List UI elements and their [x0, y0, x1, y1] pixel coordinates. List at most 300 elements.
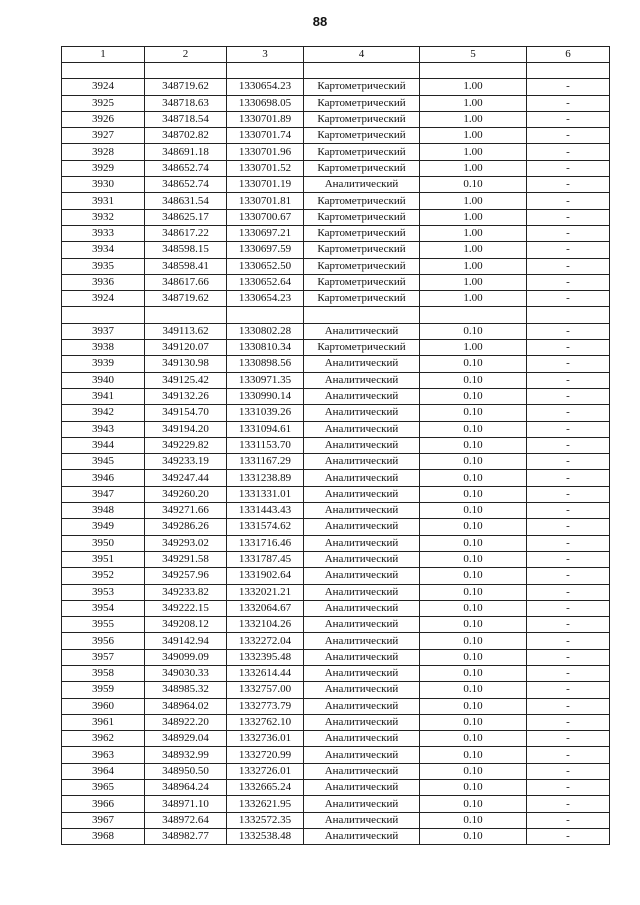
y-coordinate-cell: 1332762.10: [227, 714, 304, 730]
point-number-cell: 3949: [62, 519, 145, 535]
x-coordinate-cell: 349130.98: [145, 356, 227, 372]
x-coordinate-cell: 348950.50: [145, 763, 227, 779]
note-cell: -: [527, 340, 610, 356]
x-coordinate-cell: 349154.70: [145, 405, 227, 421]
y-coordinate-cell: 1330701.89: [227, 111, 304, 127]
y-coordinate-cell: 1330898.56: [227, 356, 304, 372]
accuracy-cell: 0.10: [420, 796, 527, 812]
point-number-cell: 3967: [62, 812, 145, 828]
note-cell: -: [527, 731, 610, 747]
y-coordinate-cell: 1331167.29: [227, 454, 304, 470]
accuracy-cell: 1.00: [420, 291, 527, 307]
note-cell: -: [527, 95, 610, 111]
accuracy-cell: [420, 63, 527, 79]
method-cell: Картометрический: [304, 95, 420, 111]
method-cell: Аналитический: [304, 405, 420, 421]
accuracy-cell: 0.10: [420, 437, 527, 453]
point-number-cell: 3962: [62, 731, 145, 747]
point-number-cell: 3931: [62, 193, 145, 209]
accuracy-cell: 0.10: [420, 763, 527, 779]
table-row: [62, 633, 610, 649]
method-cell: Картометрический: [304, 79, 420, 95]
method-cell: Аналитический: [304, 470, 420, 486]
x-coordinate-cell: 349229.82: [145, 437, 227, 453]
accuracy-cell: 0.10: [420, 828, 527, 844]
point-number-cell: 3946: [62, 470, 145, 486]
y-coordinate-cell: 1331238.89: [227, 470, 304, 486]
method-cell: Аналитический: [304, 568, 420, 584]
table-row: [62, 209, 610, 225]
note-cell: -: [527, 519, 610, 535]
x-coordinate-cell: 349260.20: [145, 486, 227, 502]
y-coordinate-cell: 1332726.01: [227, 763, 304, 779]
method-cell: Картометрический: [304, 340, 420, 356]
method-cell: Аналитический: [304, 372, 420, 388]
y-coordinate-cell: 1331716.46: [227, 535, 304, 551]
y-coordinate-cell: 1332104.26: [227, 617, 304, 633]
point-number-cell: [62, 63, 145, 79]
note-cell: -: [527, 796, 610, 812]
note-cell: -: [527, 812, 610, 828]
table-row: [62, 63, 610, 79]
note-cell: [527, 307, 610, 323]
table-row: [62, 242, 610, 258]
note-cell: -: [527, 79, 610, 95]
point-number-cell: 3944: [62, 437, 145, 453]
y-coordinate-cell: 1332572.35: [227, 812, 304, 828]
y-coordinate-cell: 1330701.74: [227, 128, 304, 144]
table-row: [62, 649, 610, 665]
note-cell: -: [527, 780, 610, 796]
x-coordinate-cell: 349030.33: [145, 665, 227, 681]
table-row: [62, 193, 610, 209]
x-coordinate-cell: 348964.24: [145, 780, 227, 796]
x-coordinate-cell: 349233.19: [145, 454, 227, 470]
x-coordinate-cell: 348971.10: [145, 796, 227, 812]
method-cell: Аналитический: [304, 714, 420, 730]
x-coordinate-cell: 348702.82: [145, 128, 227, 144]
y-coordinate-cell: 1332720.99: [227, 747, 304, 763]
note-cell: -: [527, 388, 610, 404]
accuracy-cell: 0.10: [420, 780, 527, 796]
x-coordinate-cell: 349291.58: [145, 551, 227, 567]
point-number-cell: 3932: [62, 209, 145, 225]
y-coordinate-cell: 1330698.05: [227, 95, 304, 111]
method-cell: Аналитический: [304, 323, 420, 339]
table-row: [62, 405, 610, 421]
accuracy-cell: 1.00: [420, 225, 527, 241]
method-cell: Аналитический: [304, 747, 420, 763]
y-coordinate-cell: 1331574.62: [227, 519, 304, 535]
table-row: [62, 258, 610, 274]
accuracy-cell: 0.10: [420, 747, 527, 763]
note-cell: -: [527, 111, 610, 127]
note-cell: -: [527, 747, 610, 763]
table-row: [62, 503, 610, 519]
x-coordinate-cell: 348964.02: [145, 698, 227, 714]
accuracy-cell: 0.10: [420, 177, 527, 193]
table-row: [62, 747, 610, 763]
x-coordinate-cell: 349142.94: [145, 633, 227, 649]
point-number-cell: 3955: [62, 617, 145, 633]
y-coordinate-cell: 1330654.23: [227, 79, 304, 95]
note-cell: -: [527, 551, 610, 567]
y-coordinate-cell: 1330701.96: [227, 144, 304, 160]
point-number-cell: 3941: [62, 388, 145, 404]
accuracy-cell: 1.00: [420, 340, 527, 356]
x-coordinate-cell: 349113.62: [145, 323, 227, 339]
coordinates-table: [61, 46, 610, 845]
method-cell: Картометрический: [304, 111, 420, 127]
x-coordinate-cell: 348719.62: [145, 291, 227, 307]
table-row: [62, 698, 610, 714]
note-cell: -: [527, 160, 610, 176]
header-row: [62, 47, 610, 63]
method-cell: Аналитический: [304, 763, 420, 779]
accuracy-cell: 1.00: [420, 144, 527, 160]
x-coordinate-cell: 348652.74: [145, 160, 227, 176]
accuracy-cell: 1.00: [420, 160, 527, 176]
y-coordinate-cell: 1330971.35: [227, 372, 304, 388]
table-body: [62, 63, 610, 845]
point-number-cell: 3928: [62, 144, 145, 160]
y-coordinate-cell: 1332064.67: [227, 600, 304, 616]
accuracy-cell: 0.10: [420, 600, 527, 616]
method-cell: [304, 307, 420, 323]
note-cell: -: [527, 714, 610, 730]
method-cell: Аналитический: [304, 421, 420, 437]
column-header: 5: [420, 47, 527, 63]
x-coordinate-cell: 349208.12: [145, 617, 227, 633]
accuracy-cell: 0.10: [420, 454, 527, 470]
table-row: [62, 95, 610, 111]
method-cell: Картометрический: [304, 193, 420, 209]
accuracy-cell: 0.10: [420, 617, 527, 633]
point-number-cell: 3927: [62, 128, 145, 144]
note-cell: -: [527, 633, 610, 649]
accuracy-cell: 0.10: [420, 551, 527, 567]
accuracy-cell: 0.10: [420, 323, 527, 339]
y-coordinate-cell: 1330802.28: [227, 323, 304, 339]
point-number-cell: 3957: [62, 649, 145, 665]
y-coordinate-cell: 1331331.01: [227, 486, 304, 502]
x-coordinate-cell: 348932.99: [145, 747, 227, 763]
x-coordinate-cell: 349194.20: [145, 421, 227, 437]
table-row: [62, 828, 610, 844]
table-row: [62, 372, 610, 388]
point-number-cell: 3929: [62, 160, 145, 176]
y-coordinate-cell: 1332395.48: [227, 649, 304, 665]
accuracy-cell: 0.10: [420, 535, 527, 551]
point-number-cell: 3960: [62, 698, 145, 714]
method-cell: Картометрический: [304, 209, 420, 225]
method-cell: Аналитический: [304, 600, 420, 616]
x-coordinate-cell: 348617.66: [145, 274, 227, 290]
method-cell: Аналитический: [304, 177, 420, 193]
accuracy-cell: 1.00: [420, 79, 527, 95]
point-number-cell: 3956: [62, 633, 145, 649]
note-cell: -: [527, 665, 610, 681]
y-coordinate-cell: 1330654.23: [227, 291, 304, 307]
note-cell: -: [527, 617, 610, 633]
point-number-cell: 3954: [62, 600, 145, 616]
table-row: [62, 665, 610, 681]
table-row: [62, 307, 610, 323]
table-row: [62, 731, 610, 747]
table-row: [62, 519, 610, 535]
note-cell: -: [527, 486, 610, 502]
method-cell: Аналитический: [304, 454, 420, 470]
method-cell: Аналитический: [304, 584, 420, 600]
x-coordinate-cell: 348718.63: [145, 95, 227, 111]
y-coordinate-cell: [227, 63, 304, 79]
table-row: [62, 291, 610, 307]
point-number-cell: 3924: [62, 79, 145, 95]
x-coordinate-cell: 349222.15: [145, 600, 227, 616]
note-cell: -: [527, 258, 610, 274]
note-cell: -: [527, 828, 610, 844]
note-cell: -: [527, 421, 610, 437]
table-row: [62, 421, 610, 437]
point-number-cell: 3950: [62, 535, 145, 551]
point-number-cell: 3930: [62, 177, 145, 193]
method-cell: Картометрический: [304, 242, 420, 258]
y-coordinate-cell: 1332773.79: [227, 698, 304, 714]
y-coordinate-cell: 1330652.64: [227, 274, 304, 290]
x-coordinate-cell: 348718.54: [145, 111, 227, 127]
method-cell: Аналитический: [304, 503, 420, 519]
note-cell: -: [527, 454, 610, 470]
method-cell: Аналитический: [304, 812, 420, 828]
method-cell: Картометрический: [304, 160, 420, 176]
point-number-cell: 3935: [62, 258, 145, 274]
x-coordinate-cell: 348719.62: [145, 79, 227, 95]
y-coordinate-cell: 1332021.21: [227, 584, 304, 600]
point-number-cell: 3937: [62, 323, 145, 339]
x-coordinate-cell: 348625.17: [145, 209, 227, 225]
x-coordinate-cell: 348982.77: [145, 828, 227, 844]
y-coordinate-cell: 1331902.64: [227, 568, 304, 584]
method-cell: Аналитический: [304, 535, 420, 551]
point-number-cell: 3945: [62, 454, 145, 470]
table-header: [62, 47, 610, 63]
table-row: [62, 584, 610, 600]
method-cell: [304, 63, 420, 79]
method-cell: Аналитический: [304, 780, 420, 796]
table-row: [62, 340, 610, 356]
method-cell: Картометрический: [304, 258, 420, 274]
table-row: [62, 682, 610, 698]
point-number-cell: 3926: [62, 111, 145, 127]
y-coordinate-cell: 1330701.19: [227, 177, 304, 193]
point-number-cell: 3959: [62, 682, 145, 698]
table-row: [62, 470, 610, 486]
y-coordinate-cell: 1332614.44: [227, 665, 304, 681]
method-cell: Аналитический: [304, 665, 420, 681]
accuracy-cell: 1.00: [420, 111, 527, 127]
table-row: [62, 225, 610, 241]
accuracy-cell: 1.00: [420, 258, 527, 274]
x-coordinate-cell: 349293.02: [145, 535, 227, 551]
y-coordinate-cell: 1332736.01: [227, 731, 304, 747]
table-row: [62, 617, 610, 633]
accuracy-cell: 0.10: [420, 649, 527, 665]
x-coordinate-cell: 348652.74: [145, 177, 227, 193]
y-coordinate-cell: 1332757.00: [227, 682, 304, 698]
note-cell: -: [527, 503, 610, 519]
x-coordinate-cell: 349271.66: [145, 503, 227, 519]
point-number-cell: 3934: [62, 242, 145, 258]
y-coordinate-cell: 1331443.43: [227, 503, 304, 519]
point-number-cell: 3965: [62, 780, 145, 796]
table-row: [62, 568, 610, 584]
point-number-cell: 3951: [62, 551, 145, 567]
accuracy-cell: 0.10: [420, 584, 527, 600]
point-number-cell: 3968: [62, 828, 145, 844]
table-row: [62, 177, 610, 193]
table-row: [62, 796, 610, 812]
table-row: [62, 388, 610, 404]
table-row: [62, 437, 610, 453]
point-number-cell: [62, 307, 145, 323]
accuracy-cell: 0.10: [420, 372, 527, 388]
y-coordinate-cell: 1330697.59: [227, 242, 304, 258]
y-coordinate-cell: 1330700.67: [227, 209, 304, 225]
page-number: 88: [312, 14, 328, 29]
point-number-cell: 3943: [62, 421, 145, 437]
method-cell: Аналитический: [304, 437, 420, 453]
x-coordinate-cell: 348617.22: [145, 225, 227, 241]
y-coordinate-cell: 1332272.04: [227, 633, 304, 649]
column-header: 1: [62, 47, 145, 63]
accuracy-cell: 0.10: [420, 698, 527, 714]
y-coordinate-cell: 1331153.70: [227, 437, 304, 453]
x-coordinate-cell: 348929.04: [145, 731, 227, 747]
point-number-cell: 3964: [62, 763, 145, 779]
accuracy-cell: 0.10: [420, 388, 527, 404]
table-row: [62, 160, 610, 176]
point-number-cell: 3966: [62, 796, 145, 812]
note-cell: -: [527, 698, 610, 714]
table-row: [62, 356, 610, 372]
x-coordinate-cell: 348598.41: [145, 258, 227, 274]
note-cell: -: [527, 437, 610, 453]
x-coordinate-cell: 348922.20: [145, 714, 227, 730]
column-header: 6: [527, 47, 610, 63]
point-number-cell: 3947: [62, 486, 145, 502]
point-number-cell: 3940: [62, 372, 145, 388]
y-coordinate-cell: [227, 307, 304, 323]
x-coordinate-cell: 348985.32: [145, 682, 227, 698]
point-number-cell: 3939: [62, 356, 145, 372]
table-row: [62, 600, 610, 616]
note-cell: [527, 63, 610, 79]
point-number-cell: 3942: [62, 405, 145, 421]
y-coordinate-cell: 1332538.48: [227, 828, 304, 844]
accuracy-cell: 0.10: [420, 665, 527, 681]
method-cell: Аналитический: [304, 796, 420, 812]
accuracy-cell: 1.00: [420, 274, 527, 290]
table-row: [62, 274, 610, 290]
accuracy-cell: 1.00: [420, 95, 527, 111]
table-row: [62, 714, 610, 730]
table-row: [62, 144, 610, 160]
y-coordinate-cell: 1331094.61: [227, 421, 304, 437]
note-cell: -: [527, 144, 610, 160]
method-cell: Аналитический: [304, 828, 420, 844]
table-row: [62, 535, 610, 551]
method-cell: Аналитический: [304, 649, 420, 665]
accuracy-cell: 0.10: [420, 486, 527, 502]
column-header: 4: [304, 47, 420, 63]
table-row: [62, 128, 610, 144]
accuracy-cell: 0.10: [420, 421, 527, 437]
note-cell: -: [527, 323, 610, 339]
note-cell: -: [527, 600, 610, 616]
method-cell: Аналитический: [304, 698, 420, 714]
note-cell: -: [527, 291, 610, 307]
table-row: [62, 812, 610, 828]
accuracy-cell: 0.10: [420, 731, 527, 747]
note-cell: -: [527, 568, 610, 584]
point-number-cell: 3963: [62, 747, 145, 763]
table-row: [62, 763, 610, 779]
note-cell: -: [527, 763, 610, 779]
y-coordinate-cell: 1330701.81: [227, 193, 304, 209]
method-cell: Картометрический: [304, 274, 420, 290]
x-coordinate-cell: 348972.64: [145, 812, 227, 828]
accuracy-cell: 0.10: [420, 470, 527, 486]
note-cell: -: [527, 356, 610, 372]
method-cell: Аналитический: [304, 486, 420, 502]
method-cell: Аналитический: [304, 633, 420, 649]
method-cell: Аналитический: [304, 617, 420, 633]
x-coordinate-cell: 349257.96: [145, 568, 227, 584]
accuracy-cell: 0.10: [420, 568, 527, 584]
accuracy-cell: 1.00: [420, 242, 527, 258]
x-coordinate-cell: 349132.26: [145, 388, 227, 404]
method-cell: Аналитический: [304, 551, 420, 567]
accuracy-cell: 0.10: [420, 405, 527, 421]
note-cell: -: [527, 682, 610, 698]
accuracy-cell: 1.00: [420, 128, 527, 144]
table-row: [62, 79, 610, 95]
accuracy-cell: 1.00: [420, 193, 527, 209]
x-coordinate-cell: 349099.09: [145, 649, 227, 665]
note-cell: -: [527, 225, 610, 241]
note-cell: -: [527, 584, 610, 600]
y-coordinate-cell: 1331787.45: [227, 551, 304, 567]
note-cell: -: [527, 177, 610, 193]
method-cell: Картометрический: [304, 144, 420, 160]
note-cell: -: [527, 535, 610, 551]
table-row: [62, 111, 610, 127]
table-row: [62, 486, 610, 502]
method-cell: Аналитический: [304, 388, 420, 404]
x-coordinate-cell: [145, 63, 227, 79]
table-row: [62, 551, 610, 567]
note-cell: -: [527, 128, 610, 144]
note-cell: -: [527, 274, 610, 290]
method-cell: Аналитический: [304, 356, 420, 372]
y-coordinate-cell: 1330652.50: [227, 258, 304, 274]
x-coordinate-cell: 348598.15: [145, 242, 227, 258]
point-number-cell: 3961: [62, 714, 145, 730]
point-number-cell: 3953: [62, 584, 145, 600]
method-cell: Аналитический: [304, 731, 420, 747]
x-coordinate-cell: 348631.54: [145, 193, 227, 209]
accuracy-cell: 1.00: [420, 209, 527, 225]
